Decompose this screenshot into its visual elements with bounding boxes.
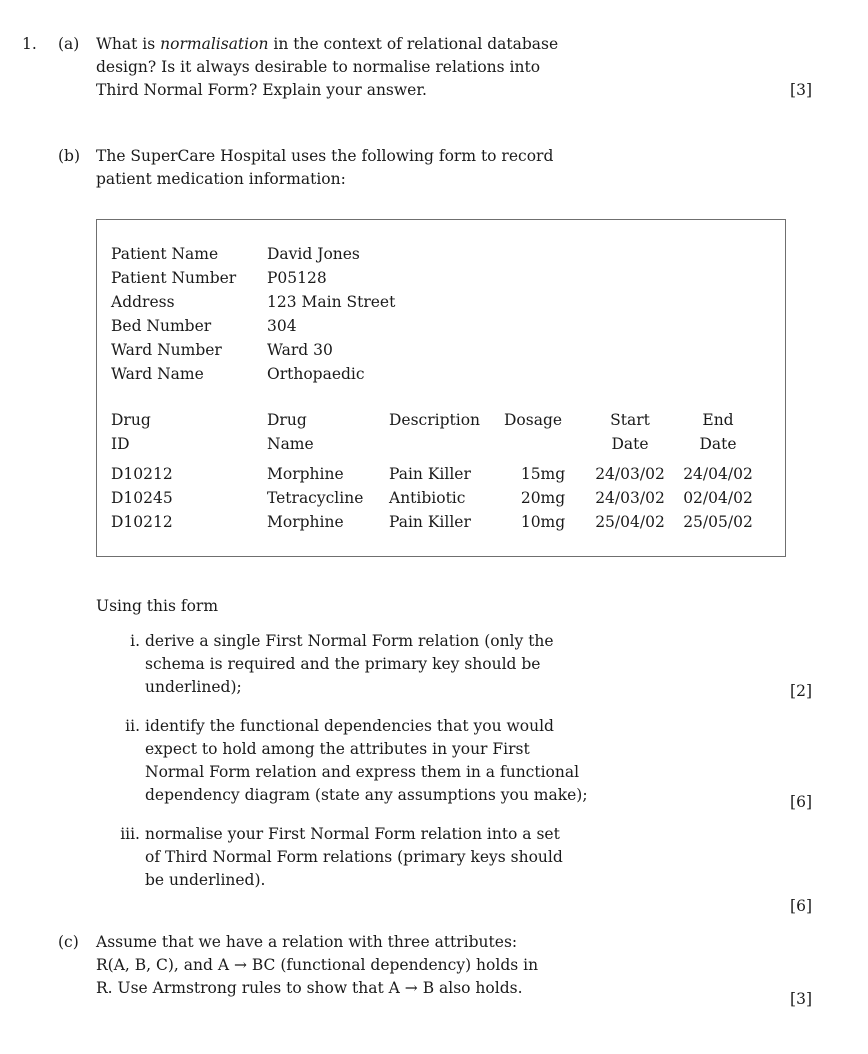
patient-info-table	[111, 242, 395, 386]
sub-item-text: identify the functional dependencies that you would expect to hold among the attributes in your First Normal Form relation and express them in a functional dependency diagram (state any assumptions you make);	[145, 717, 588, 804]
sub-item-text: derive a single First Normal Form relation (only the schema is required and the primary key should be underlined);	[145, 632, 554, 696]
part-a-text: What is normalisation in the context of relational database design? Is it always desirable to normalise relations into Third Normal Form? Explain your answer.	[96, 35, 559, 99]
sub-item-text: normalise your First Normal Form relation into a set of Third Normal Form relations (primary keys should be underlined).	[145, 825, 563, 889]
patient-info-row: Patient Name David Jones	[111, 245, 360, 263]
drug-table-header: Drug ID Drug Name Description Dosage Start Date End Date	[111, 411, 737, 453]
sub-item-number: iii.	[120, 825, 140, 843]
patient-info-row: Ward Name Orthopaedic	[111, 365, 365, 383]
part-a-marks: [3]	[790, 81, 812, 99]
drug-table	[111, 408, 758, 534]
sub-item-ii-marks: [6]	[790, 793, 812, 811]
part-a-label: (a)	[58, 35, 80, 53]
sub-item-number: i.	[130, 632, 140, 650]
patient-info-row: Patient Number P05128	[111, 269, 327, 287]
table-row: D10212 Morphine Pain Killer 10mg 25/04/02 25/05/02	[111, 513, 753, 531]
patient-info-row: Ward Number Ward 30	[111, 341, 333, 359]
sub-item-iii-marks: [6]	[790, 897, 812, 915]
part-c-label: (c)	[58, 933, 79, 951]
using-form-text: Using this form	[96, 597, 219, 615]
medication-form	[96, 219, 786, 557]
sub-item-i-marks: [2]	[790, 682, 812, 700]
question-number: 1.	[22, 35, 37, 53]
sub-item-ii	[112, 715, 642, 811]
sub-item-number: ii.	[125, 717, 140, 735]
patient-info-row: Bed Number 304	[111, 317, 297, 335]
sub-item-i	[112, 630, 642, 702]
part-c-marks: [3]	[790, 990, 812, 1008]
part-b-label: (b)	[58, 147, 81, 165]
normalisation-term: normalisation	[160, 35, 269, 53]
patient-info-row: Address 123 Main Street	[111, 293, 396, 311]
part-b-intro: The SuperCare Hospital uses the following form to record patient medication information:	[96, 147, 554, 188]
sub-item-iii	[112, 823, 642, 895]
table-row: D10212 Morphine Pain Killer 15mg 24/03/02 24/04/02	[111, 465, 753, 483]
part-c-text: Assume that we have a relation with three attributes: R(A, B, C), and A → BC (functional dependency) holds in R. Use Armstrong rules to show that A → B also holds.	[96, 933, 539, 997]
table-row: D10245 Tetracycline Antibiotic 20mg 24/03/02 02/04/02	[111, 489, 753, 507]
